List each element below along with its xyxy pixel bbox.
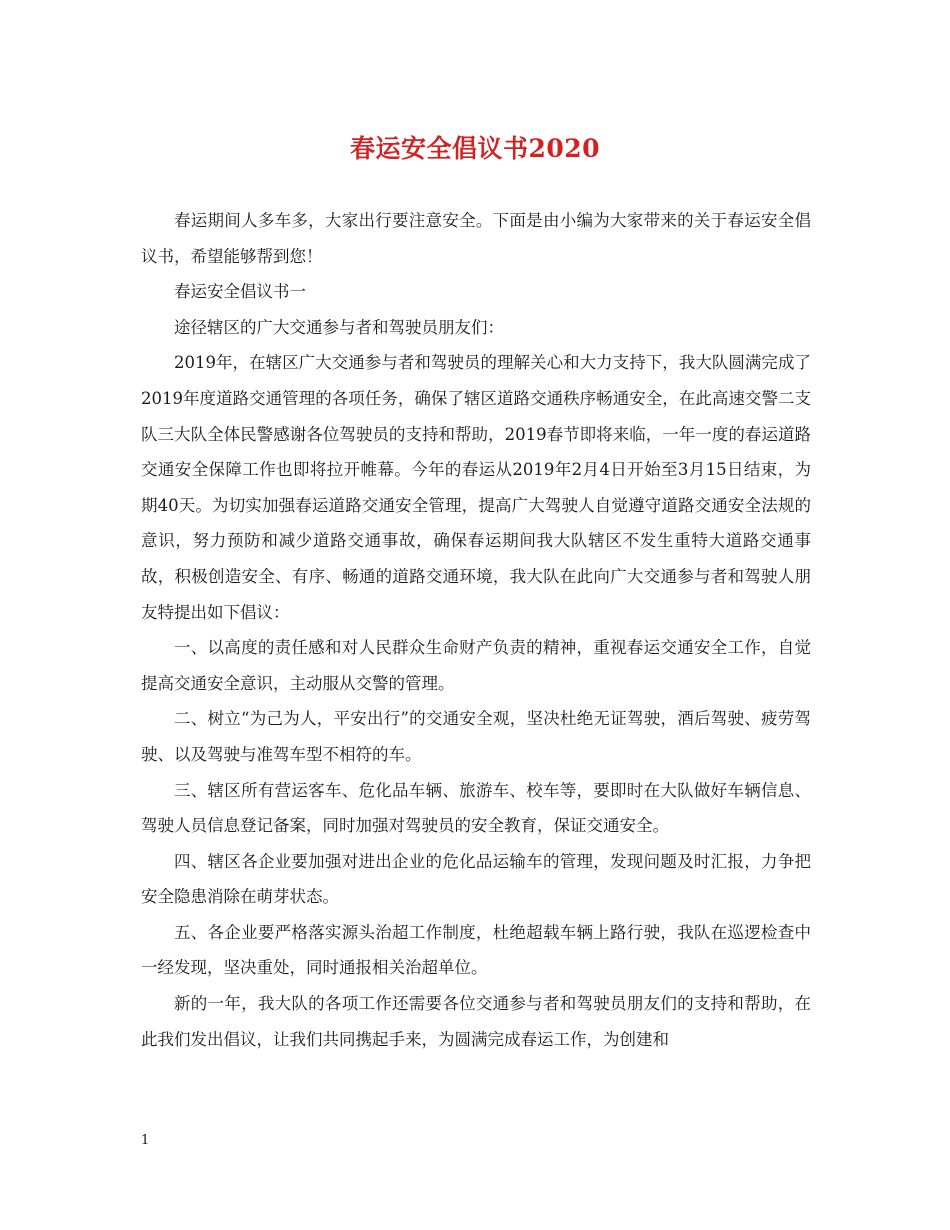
paragraph-intro: 春运期间人多车多，大家出行要注意安全。下面是由小编为大家带来的关于春运安全倡议书，希望能够帮到您！: [141, 211, 811, 266]
paragraph-closing: 新的一年，我大队的各项工作还需要各位交通参与者和驾驶员朋友们的支持和帮助，在此我们发出倡议，让我们共同携起手来，为圆满完成春运工作，为创建和: [141, 994, 811, 1049]
paragraph-section-heading: 春运安全倡议书一: [174, 282, 306, 302]
paragraph-background: 2019年，在辖区广大交通参与者和驾驶员的理解关心和大力支持下，我大队圆满完成了2019年度道路交通管理的各项任务，确保了辖区道路交通秩序畅通安全，在此高速交警二支队三大队全体民警感谢各位驾驶员的支持和帮助，2019春节即将来临，一年一度的春运道路交通安全保障工作也即将拉开帷幕。今年的春运从2019年2月4日开始至3月15日结束，为期40天。为切实加强春运道路交通安全管理，提高广大驾驶人自觉遵守道路交通安全法规的意识，努力预防和减少道路交通事故，确保春运期间我大队辖区不发生重特大道路交通事故，积极创造安全、有序、畅通的道路交通环境，我大队在此向广大交通参与者和驾驶人朋友特提出如下倡议：: [141, 353, 811, 622]
paragraph-item-4: 四、辖区各企业要加强对进出企业的危化品运输车的管理，发现问题及时汇报，力争把安全隐患消除在萌芽状态。: [141, 851, 811, 907]
paragraph-item-5: 五、各企业要严格落实源头治超工作制度，杜绝超载车辆上路行驶，我队在巡逻检查中一经发现，坚决重处，同时通报相关治超单位。: [141, 922, 811, 978]
paragraph-item-3: 三、辖区所有营运客车、危化品车辆、旅游车、校车等，要即时在大队做好车辆信息、驾驶人员信息登记备案，同时加强对驾驶员的安全教育，保证交通安全。: [141, 780, 811, 836]
paragraph-item-1: 一、以高度的责任感和对人民群众生命财产负责的精神，重视春运交通安全工作，自觉提高交通安全意识，主动服从交警的管理。: [141, 638, 811, 693]
document-title: 春运安全倡议书2020: [349, 134, 601, 163]
paragraph-salutation: 途径辖区的广大交通参与者和驾驶员朋友们：: [174, 317, 504, 337]
paragraph-item-2: 二、树立“为己为人，平安出行”的交通安全观，坚决杜绝无证驾驶，酒后驾驶、疲劳驾驶、以及驾驶与准驾车型不相符的车。: [141, 709, 811, 764]
document-body: [141, 203, 811, 1057]
page-number: 1: [141, 1133, 150, 1148]
